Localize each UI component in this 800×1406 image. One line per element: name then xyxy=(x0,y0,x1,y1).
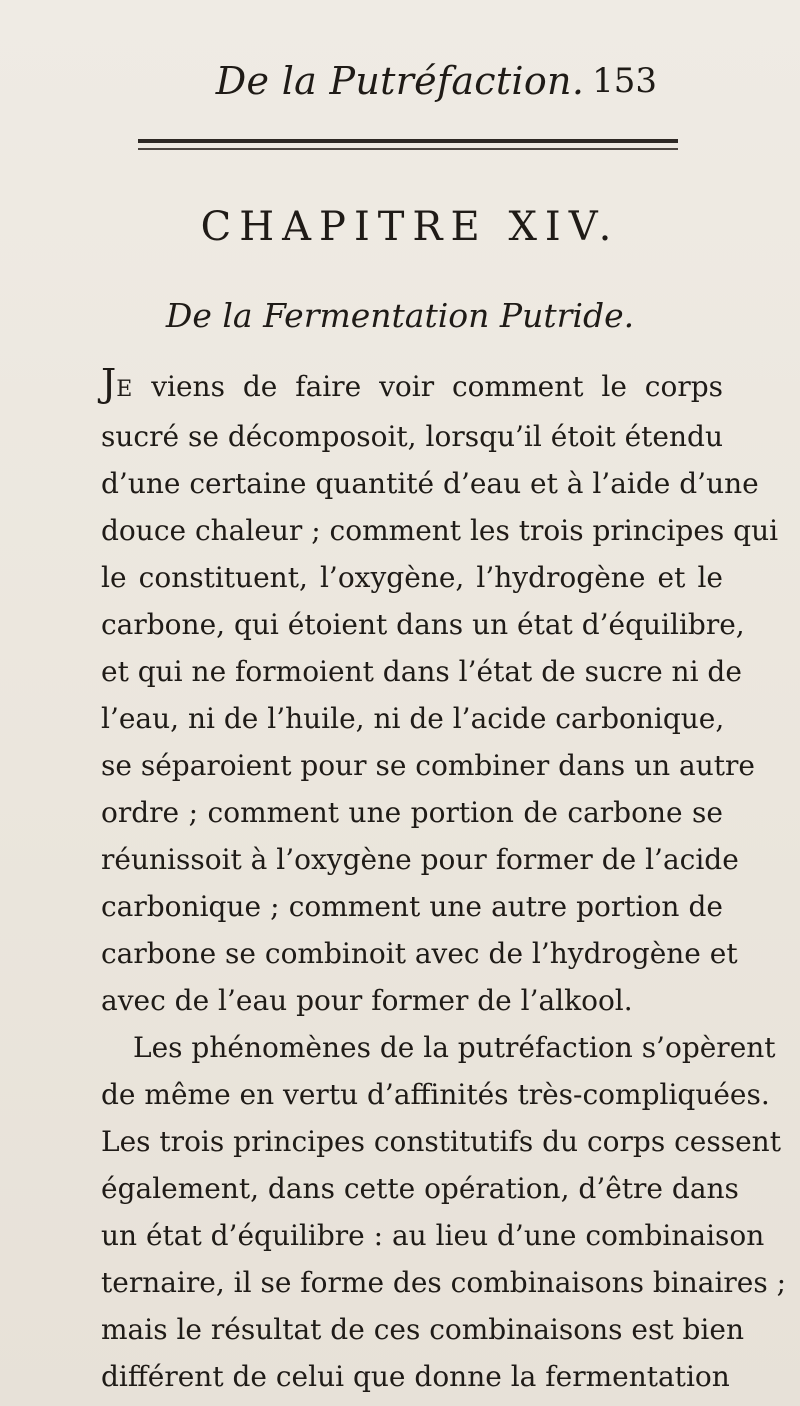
text-line: sucré se décomposoit, lorsqu’il étoit étendu xyxy=(101,420,723,453)
running-header xyxy=(0,56,800,106)
text-line: ternaire, il se forme des combinaisons binaires ; xyxy=(101,1266,787,1299)
text-line: carbonique ; comment une autre portion de xyxy=(101,890,723,923)
text-line: douce chaleur ; comment les trois principes qui xyxy=(101,514,779,547)
drop-cap: J xyxy=(101,361,117,405)
text-line: un état d’équilibre : au lieu d’une combinaison xyxy=(101,1219,765,1252)
text-line: différent de celui que donne la fermentation xyxy=(101,1360,730,1393)
text-line: de même en vertu d’affinités très-compliquées. xyxy=(101,1078,770,1111)
text-line: l’eau, ni de l’huile, ni de l’acide carbonique, xyxy=(101,702,725,735)
first-line-text: viens de faire voir comment le corps xyxy=(133,370,723,403)
text-line: le constituent, l’oxygène, l’hydrogène et le xyxy=(101,561,723,594)
chapter-heading: CHAPITRE XIV. xyxy=(200,204,620,250)
text-line: Les trois principes constitutifs du corps cessent xyxy=(101,1125,781,1158)
text-line: avec de l’eau pour former de l’alkool. xyxy=(101,984,633,1017)
text-line: se séparoient pour se combiner dans un autre xyxy=(101,749,755,782)
text-line: et qui ne formoient dans l’état de sucre ni de xyxy=(101,655,742,688)
text-line: mais le résultat de ces combinaisons est bien xyxy=(101,1313,744,1346)
text-line: carbone, qui étoient dans un état d’équilibre, xyxy=(101,608,745,641)
text-line: ordre ; comment une portion de carbone se xyxy=(101,796,723,829)
text-line: réunissoit à l’oxygène pour former de l’acide xyxy=(101,843,739,876)
running-title: De la Putréfaction. xyxy=(215,59,585,103)
header-rule-thick xyxy=(138,139,678,143)
page-number: 153 xyxy=(592,61,657,101)
text-line xyxy=(101,363,723,413)
text-line: également, dans cette opération, d’être dans xyxy=(101,1172,739,1205)
body-text xyxy=(101,361,787,1400)
text-line: Les phénomènes de la putréfaction s’opèrent xyxy=(133,1031,776,1064)
small-caps: E xyxy=(116,377,134,402)
header-rule-thin xyxy=(138,148,678,150)
text-line: d’une certaine quantité d’eau et à l’aide d’une xyxy=(101,467,759,500)
chapter-subtitle: De la Fermentation Putride. xyxy=(165,296,635,335)
text-line: carbone se combinoit avec de l’hydrogène et xyxy=(101,937,738,970)
